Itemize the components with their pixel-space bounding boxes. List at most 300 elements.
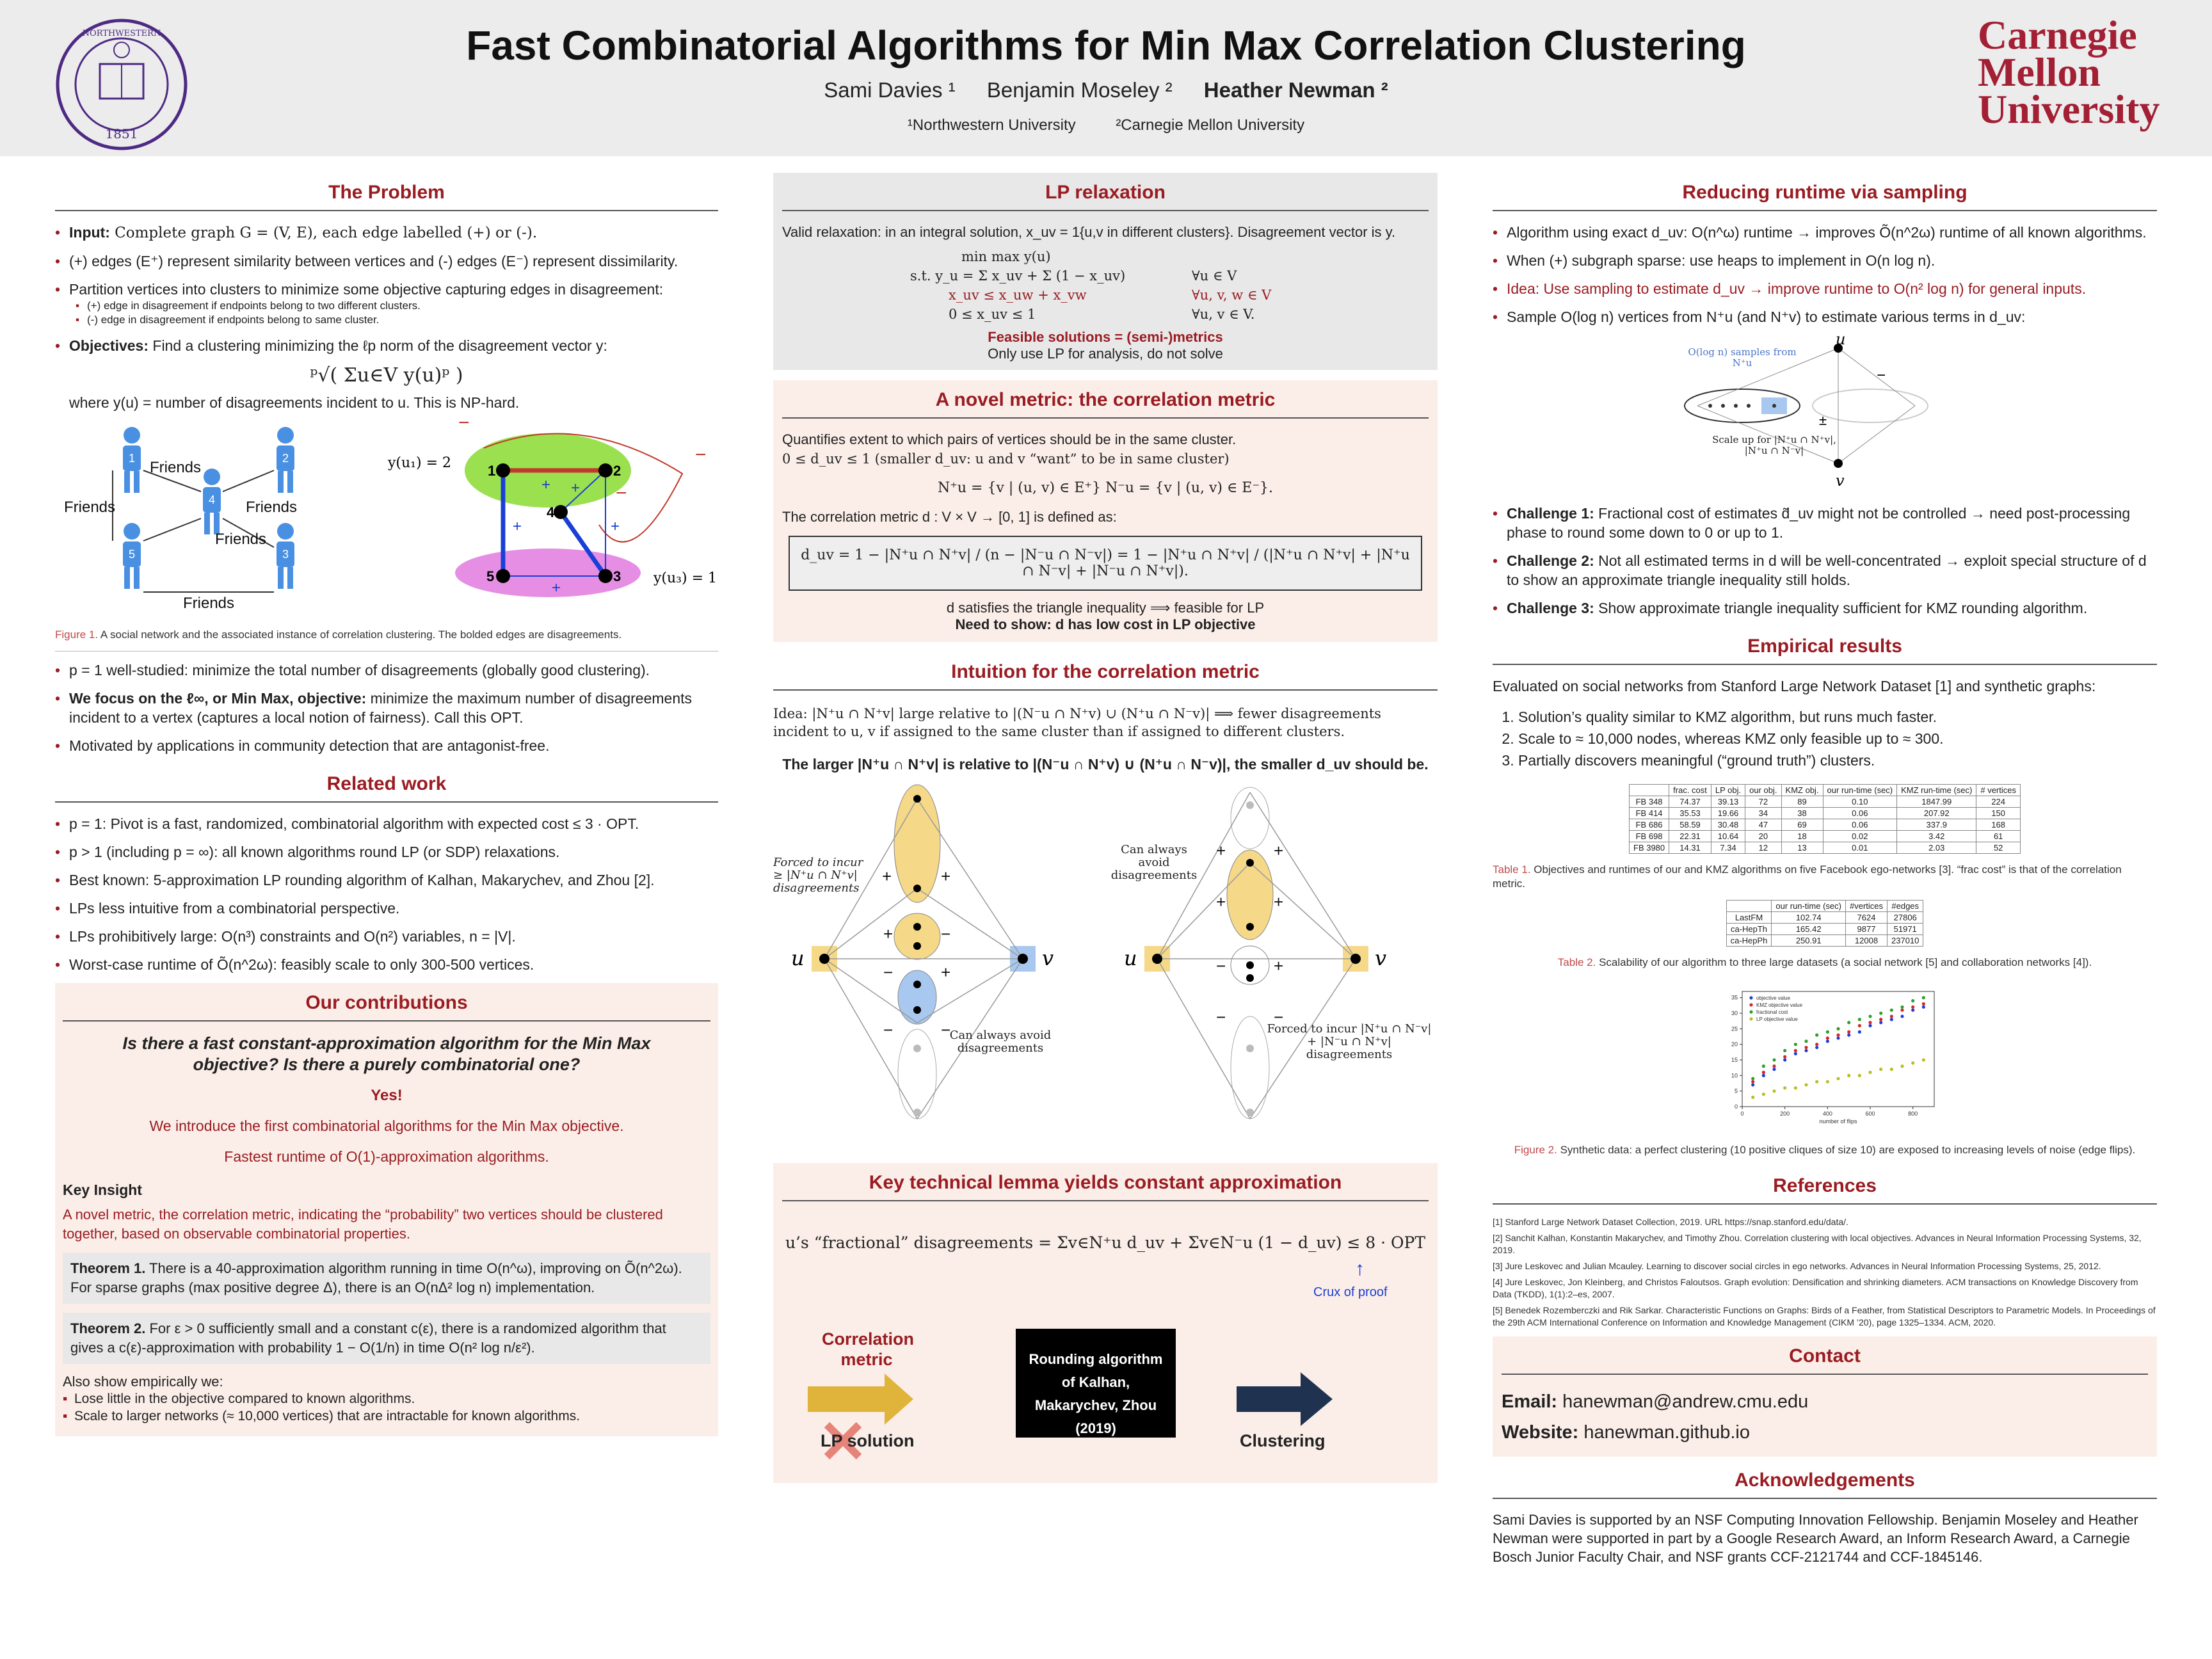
- contributions-first: We introduce the first combinatorial algorithms for the Min Max objective.: [149, 1118, 624, 1134]
- table-cell: 35.53: [1669, 808, 1711, 819]
- friends-label-4: Friends: [215, 531, 267, 548]
- table-cell: 30.48: [1711, 819, 1745, 831]
- table-2-caption-label: Table 2.: [1557, 956, 1596, 968]
- data-point: [1794, 1052, 1797, 1055]
- data-point: [1868, 1024, 1871, 1027]
- svg-text:NORTHWESTERN: NORTHWESTERN: [82, 29, 161, 38]
- challenge-3-label: Challenge 3:: [1507, 600, 1594, 616]
- table-cell: 0.06: [1823, 819, 1897, 831]
- intuition-diagrams: [773, 780, 1438, 1138]
- data-point: [1879, 1021, 1882, 1024]
- objectives-text: Find a clustering minimizing the ℓp norm of the disagreement vector y:: [148, 337, 607, 354]
- table-1-caption-text: Objectives and runtimes of our and KMZ algorithms on five Facebook ego-networks [3]. “frac cost” is that of the correlation metric.: [1493, 863, 2122, 890]
- challenge-2-label: Challenge 2:: [1507, 552, 1594, 569]
- key-insight-text: A novel metric, the correlation metric, indicating the “probability” two vertices should be clustered together, based on observable combinatorial properties.: [63, 1206, 663, 1242]
- table-1-header: KMZ obj.: [1781, 785, 1823, 796]
- table-cell: 52: [1976, 842, 2021, 854]
- intuition-diagram-right: [1106, 787, 1432, 1119]
- table-row: [1726, 924, 1923, 935]
- table-2-caption: [1493, 956, 2157, 970]
- table-cell: 3.42: [1897, 831, 1976, 842]
- friends-label-1: Friends: [150, 459, 202, 476]
- input-label: Input:: [69, 224, 110, 241]
- cmu-logo-line-3: University: [1978, 86, 2160, 132]
- legend-label: fractional cost: [1756, 1009, 1788, 1015]
- reference-4: [4] Jure Leskovec, Jon Kleinberg, and Christos Faloutsos. Graph evolution: Densification and shrinking diameters. ACM transactions on Knowledge Discovery from Data (TKDD), 1(1):2–es, 2007.: [1493, 1277, 2138, 1299]
- table-cell: 12008: [1845, 935, 1887, 947]
- table-cell: 61: [1976, 831, 2021, 842]
- legend-label: LP objective value: [1756, 1016, 1798, 1022]
- data-point: [1794, 1043, 1797, 1046]
- input-text: Complete graph G = (V, E), each edge labelled (+) or (-).: [109, 225, 538, 241]
- related-item-1: • p = 1: Pivot is a fast, randomized, combinatorial algorithm with expected cost ≤ 3 · OPT.: [55, 814, 718, 833]
- table-2-header-row: [1726, 901, 1923, 912]
- contact-email-link[interactable]: hanewman@andrew.cmu.edu: [1562, 1391, 1809, 1412]
- reference-5: [5] Benedek Rozemberczki and Rik Sarkar. Characteristic Functions on Graphs: Birds of a Feather, from Statistical Descriptors to Parametric Models. In Proceedings of the 29th ACM International Conference on Information and Knowledge Management (CIKM ’20), page 1325–1334. ACM, 2020.: [1493, 1305, 2156, 1327]
- section-title-metric: A novel metric: the correlation metric: [782, 380, 1429, 419]
- lp-box: [773, 173, 1438, 370]
- metric-box: [773, 380, 1438, 642]
- data-point: [1815, 1034, 1818, 1037]
- metric-satisfies: d satisfies the triangle inequality ⟹ feasible for LP: [946, 600, 1265, 616]
- data-point: [1815, 1043, 1818, 1046]
- theorem-2-text: For ε > 0 sufficiently small and a constant c(ε), there is a randomized algorithm that gives a c(ε)-approximation with probability 1 − O(1/n) in time O(n² log n/ε²).: [70, 1320, 666, 1356]
- author-1: Sami Davies ¹: [824, 78, 956, 102]
- svg-text:+: +: [941, 867, 951, 886]
- cc-instance: [387, 416, 717, 597]
- avoid-2-label: Can always avoid disagreements: [1110, 844, 1198, 882]
- sampling-item-1: • Algorithm using exact d_uv: O(n^ω) runtime → improves Õ(n^2ω) runtime of all known algorithms.: [1493, 223, 2157, 242]
- section-title-contact: Contact: [1502, 1336, 2148, 1375]
- table-row: [1630, 819, 2021, 831]
- acknowledgements-text: Sami Davies is supported by an NSF Computing Innovation Fellowship. Benjamin Moseley and Heather Newman were supported in part by a Google Research Award, an Inform Research Award, a Carnegie Bosch Junior Faculty Chair, and NSF grants CCF-2121744 and CCF-1845146.: [1493, 1512, 2138, 1565]
- intuition-u-left: u: [791, 946, 805, 970]
- lp-constraint-1-range: ∀u ∈ V: [1192, 268, 1237, 284]
- x-tick-label: 0: [1740, 1110, 1744, 1117]
- table-cell: 165.42: [1772, 924, 1846, 935]
- contributions-fastest: Fastest runtime of O(1)-approximation algorithms.: [224, 1148, 549, 1165]
- empirical-item-3: 3. Partially discovers meaningful (“ground truth”) clusters.: [1518, 749, 2157, 771]
- lemma-formula: u’s “fractional” disagreements = Σv∈N⁺u d_uv + Σv∈N⁻u (1 − d_uv) ≤ 8 · OPT: [785, 1233, 1426, 1252]
- data-point: [1879, 1068, 1882, 1071]
- challenge-1-text: Fractional cost of estimates d̃_uv might not be controlled → need post-processing phase to round some down to 0 or up to 1.: [1507, 505, 2131, 541]
- bullet-edges: • (+) edges (E⁺) represent similarity between vertices and (-) edges (E⁻) represent dissimilarity.: [55, 252, 718, 271]
- intuition-v-right: v: [1375, 946, 1387, 970]
- table-1-header: [1630, 785, 1669, 796]
- table-cell: ca-HepPh: [1726, 935, 1772, 947]
- svg-text:+: +: [571, 479, 581, 497]
- svg-text:+: +: [513, 518, 522, 535]
- data-point: [1762, 1093, 1765, 1096]
- lp-program: [910, 247, 1429, 324]
- table-2-header: our run-time (sec): [1772, 901, 1846, 912]
- svg-text:4: 4: [208, 493, 216, 506]
- friend-labels: [64, 459, 297, 612]
- data-point: [1836, 1027, 1839, 1030]
- data-point: [1868, 1014, 1871, 1018]
- svg-text:1: 1: [128, 452, 136, 465]
- challenge-1: [1493, 504, 2157, 542]
- data-point: [1890, 1068, 1893, 1071]
- contact-website-link[interactable]: hanewman.github.io: [1583, 1422, 1750, 1443]
- theorem-1: [63, 1253, 710, 1304]
- poster-title: Fast Combinatorial Algorithms for Min Max Correlation Clustering: [466, 22, 1746, 68]
- table-cell: 237010: [1887, 935, 1923, 947]
- svg-text:±: ±: [1819, 412, 1827, 428]
- table-row: [1726, 912, 1923, 924]
- data-point: [1751, 1077, 1754, 1080]
- table-cell: 337.9: [1897, 819, 1976, 831]
- also-show: Also show empirically we:: [63, 1374, 223, 1390]
- table-2-header: #vertices: [1845, 901, 1887, 912]
- data-point: [1783, 1049, 1786, 1052]
- y-tick-label: 0: [1734, 1103, 1738, 1110]
- table-1-caption-label: Table 1.: [1493, 863, 1531, 876]
- data-point: [1751, 1080, 1754, 1083]
- cmu-logo-line-2: Mellon: [1978, 49, 2101, 95]
- y-tick-label: 5: [1734, 1087, 1738, 1094]
- table-cell: 0.06: [1823, 808, 1897, 819]
- svg-text:−: −: [695, 444, 707, 465]
- lp-constraint-2-range: ∀u, v, w ∈ V: [1192, 287, 1272, 303]
- affiliation-2: ²Carnegie Mellon University: [1116, 116, 1305, 134]
- section-title-acknowledgements: Acknowledgements: [1493, 1461, 2157, 1499]
- bullet-focus: [55, 689, 718, 727]
- friends-label-5: Friends: [183, 595, 235, 612]
- table-1-header-row: [1630, 785, 2021, 796]
- figure-2-caption: [1493, 1143, 2157, 1157]
- table-cell: 207.92: [1897, 808, 1976, 819]
- lp-constraint-1-text: s.t. y_u = Σ x_uv + Σ (1 − x_uv): [910, 268, 1126, 284]
- intuition-larger: The larger |N⁺u ∩ N⁺v| is relative to |(N⁻u ∩ N⁺v) ∪ (N⁺u ∩ N⁻v)|, the smaller d_uv should be.: [782, 756, 1429, 773]
- table-2-caption-text: Scalability of our algorithm to three large datasets (a social network [5] and collaboration networks [4]).: [1596, 956, 2092, 968]
- sampling-diagram: [1493, 335, 2157, 495]
- table-2-header: #edges: [1887, 901, 1923, 912]
- norm-formula: ᵖ√( Σu∈V y(u)ᵖ ): [310, 364, 463, 387]
- section-title-references: References: [1493, 1166, 2157, 1205]
- table-cell: 0.10: [1823, 796, 1897, 808]
- table-row: [1630, 796, 2021, 808]
- svg-text:−: −: [458, 416, 470, 433]
- table-1-header: LP obj.: [1711, 785, 1745, 796]
- table-cell: 38: [1781, 808, 1823, 819]
- column-left: [55, 173, 718, 1436]
- lp-constraint-2: [910, 285, 1429, 305]
- table-2-header: [1726, 901, 1772, 912]
- related-item-6: • Worst-case runtime of Õ(n^2ω): feasibly scale to only 300-500 vertices.: [55, 955, 718, 974]
- svg-text:−: −: [883, 963, 894, 982]
- svg-text:+: +: [1274, 892, 1284, 911]
- table-cell: 150: [1976, 808, 2021, 819]
- data-point: [1922, 1058, 1925, 1061]
- data-point: [1815, 1046, 1818, 1049]
- svg-text:+: +: [883, 924, 894, 943]
- section-title-lemma: Key technical lemma yields constant approximation: [782, 1163, 1429, 1201]
- svg-text:−: −: [1877, 367, 1886, 384]
- table-cell: 102.74: [1772, 912, 1846, 924]
- data-point: [1826, 1080, 1829, 1083]
- section-title-lp: LP relaxation: [782, 173, 1429, 211]
- data-point: [1922, 1006, 1925, 1009]
- table-cell: 7.34: [1711, 842, 1745, 854]
- data-point: [1804, 1083, 1807, 1086]
- svg-text:−: −: [941, 924, 951, 943]
- data-point: [1815, 1080, 1818, 1083]
- crux-label: Crux of proof: [1313, 1285, 1388, 1299]
- references-list: [1493, 1216, 2157, 1329]
- table-cell: 89: [1781, 796, 1823, 808]
- data-point: [1794, 1086, 1797, 1089]
- table-cell: LastFM: [1726, 912, 1772, 924]
- related-item-3: • Best known: 5-approximation LP rounding algorithm of Kalhan, Makarychev, and Zhou [2].: [55, 870, 718, 890]
- figure-1-social-network: [55, 416, 718, 621]
- affiliations: [0, 116, 2212, 134]
- table-row: [1630, 831, 2021, 842]
- chart-plot-area: [1742, 991, 1934, 1107]
- data-point: [1858, 1024, 1861, 1027]
- table-cell: FB 698: [1630, 831, 1669, 842]
- where-text: where y(u) = number of disagreements incident to u. This is NP-hard.: [69, 394, 520, 411]
- cmu-logo: [1978, 12, 2160, 132]
- table-cell: 224: [1976, 796, 2021, 808]
- theorem-2: [63, 1313, 710, 1364]
- table-cell: 250.91: [1772, 935, 1846, 947]
- data-point: [1911, 1061, 1914, 1064]
- data-point: [1900, 1009, 1903, 1012]
- legend-marker: [1749, 1003, 1752, 1006]
- data-point: [1762, 1064, 1765, 1068]
- data-point: [1890, 1018, 1893, 1021]
- contributions-question: Is there a fast constant-approximation algorithm for the Min Max objective? Is there a purely combinatorial one?: [122, 1034, 651, 1074]
- also-item-1: ▪ Lose little in the objective compared to known algorithms.: [63, 1390, 710, 1407]
- data-point: [1858, 1030, 1861, 1034]
- theorem-2-label: Theorem 2.: [70, 1320, 146, 1336]
- lp-constraint-2-text: x_uv ≤ x_uw + x_vw: [949, 287, 1087, 303]
- poster-header: [0, 0, 2212, 156]
- contact-email-label: Email:: [1502, 1391, 1558, 1412]
- section-title-problem: The Problem: [55, 173, 718, 211]
- data-point: [1772, 1058, 1775, 1061]
- table-row: [1630, 808, 2021, 819]
- sub-bullet-plus: ▪ (+) edge in disagreement if endpoints belong to two different clusters.: [76, 299, 718, 313]
- table-cell: 27806: [1887, 912, 1923, 924]
- svg-text:+: +: [611, 518, 620, 535]
- bullet-input: [55, 223, 718, 243]
- table-cell: FB 3980: [1630, 842, 1669, 854]
- pipeline-correlation: Correlation metric: [822, 1329, 915, 1369]
- svg-text:2: 2: [282, 452, 289, 465]
- intuition-diagram-left: [773, 785, 1055, 1119]
- svg-text:1851: 1851: [105, 126, 138, 141]
- x-axis-label: number of flips: [1819, 1118, 1857, 1125]
- theorem-1-label: Theorem 1.: [70, 1260, 146, 1276]
- data-point: [1890, 1014, 1893, 1018]
- data-point: [1794, 1049, 1797, 1052]
- table-cell: 168: [1976, 819, 2021, 831]
- arrow-up-icon: ↑: [1355, 1258, 1365, 1279]
- intuition-u-right: u: [1124, 946, 1137, 970]
- table-cell: 72: [1745, 796, 1781, 808]
- forced-2-label: Forced to incur |N⁺u ∩ N⁻v| + |N⁻u ∩ N⁺v| disagreements: [1267, 1023, 1432, 1061]
- diagram-samples-label: O(log n) samples from N⁺u: [1688, 347, 1797, 369]
- table-1-caption: [1493, 863, 2157, 891]
- section-title-related: Related work: [55, 764, 718, 803]
- lp-feasible: Feasible solutions = (semi-)metrics: [988, 329, 1223, 345]
- pipeline-diagram: [782, 1303, 1429, 1463]
- avoid-1-label: Can always avoid disagreements: [949, 1029, 1052, 1055]
- svg-text:2: 2: [613, 463, 621, 479]
- table-1-header: frac. cost: [1669, 785, 1711, 796]
- y-tick-label: 25: [1731, 1025, 1738, 1032]
- bullet-motivated: • Motivated by applications in community detection that are antagonist-free.: [55, 736, 718, 755]
- data-point: [1879, 1011, 1882, 1014]
- data-point: [1751, 1083, 1754, 1086]
- table-cell: 20: [1745, 831, 1781, 842]
- table-cell: ca-HepTh: [1726, 924, 1772, 935]
- column-right: [1493, 173, 2157, 1566]
- contributions-yes: Yes!: [371, 1087, 403, 1104]
- y-tick-label: 20: [1731, 1041, 1738, 1048]
- lp-constraint-3-range: ∀u, v ∈ V.: [1192, 307, 1255, 322]
- contributions-box: [55, 983, 718, 1436]
- data-point: [1836, 1077, 1839, 1080]
- svg-text:5: 5: [128, 548, 136, 561]
- challenge-3-text: Show approximate triangle inequality sufficient for KMZ rounding algorithm.: [1594, 600, 2088, 616]
- data-point: [1890, 1009, 1893, 1012]
- bullet-p1: • p = 1 well-studied: minimize the total number of disagreements (globally good clustering).: [55, 661, 718, 680]
- table-cell: 9877: [1845, 924, 1887, 935]
- x-tick-label: 200: [1780, 1110, 1790, 1117]
- data-point: [1900, 1014, 1903, 1018]
- svg-text:+: +: [1274, 841, 1284, 860]
- table-cell: 34: [1745, 808, 1781, 819]
- also-item-2: ▪ Scale to larger networks (≈ 10,000 vertices) that are intractable for known algorithms.: [63, 1407, 710, 1425]
- key-insight-heading: Key Insight: [63, 1182, 142, 1198]
- figure-2-caption-label: Figure 2.: [1514, 1144, 1557, 1156]
- challenge-1-label: Challenge 1:: [1507, 505, 1594, 522]
- table-2: [1726, 900, 1924, 947]
- data-point: [1772, 1089, 1775, 1093]
- x-tick-label: 600: [1865, 1110, 1875, 1117]
- challenge-2-text: Not all estimated terms in d will be well-concentrated → exploit special structure of d to show an approximate triangle inequality still holds.: [1507, 552, 2147, 588]
- sampling-idea: • Idea: Use sampling to estimate d_uv → improve runtime to O(n² log n) for general inputs.: [1493, 279, 2157, 298]
- metric-line-2: 0 ≤ d_uv ≤ 1 (smaller d_uv: u and v “want” to be in same cluster): [782, 451, 1230, 467]
- svg-text:−: −: [616, 483, 627, 504]
- section-title-contributions: Our contributions: [63, 983, 710, 1022]
- data-point: [1804, 1046, 1807, 1049]
- table-cell: 58.59: [1669, 819, 1711, 831]
- reference-2: [2] Sanchit Kalhan, Konstantin Makarychev, and Timothy Zhou. Correlation clustering with local objectives. Advances in Neural Information Processing Systems, 32, 2019.: [1493, 1233, 2142, 1255]
- data-point: [1900, 1064, 1903, 1068]
- table-cell: 7624: [1845, 912, 1887, 924]
- legend-marker: [1749, 996, 1752, 999]
- y-u3-label: y(u₃) = 1: [653, 570, 717, 586]
- figure-2-caption-text: Synthetic data: a perfect clustering (10 positive cliques of size 10) are exposed to increasing levels of noise (edge flips).: [1557, 1144, 2136, 1156]
- friends-label-3: Friends: [64, 499, 116, 516]
- lp-constraint-3-text: 0 ≤ x_uv ≤ 1: [949, 307, 1036, 322]
- table-1-header: our obj.: [1745, 785, 1781, 796]
- theorem-1-text: There is a 40-approximation algorithm running in time O(n^ω), improving on Õ(n^2ω). For sparse graphs (max positive degree Δ), there is an O(nΔ² log n) implementation.: [70, 1260, 682, 1295]
- crux-annotation: [782, 1258, 1429, 1303]
- forced-1-label: Forced to incur ≥ |N⁺u ∩ N⁺v| disagreements: [773, 856, 863, 895]
- data-point: [1836, 1034, 1839, 1037]
- data-point: [1762, 1071, 1765, 1074]
- sampling-item-2: • When (+) subgraph sparse: use heaps to implement in O(n log n).: [1493, 251, 2157, 270]
- svg-text:4: 4: [547, 504, 555, 520]
- data-point: [1858, 1074, 1861, 1077]
- svg-text:u: u: [1836, 335, 1846, 348]
- data-point: [1762, 1074, 1765, 1077]
- data-point: [1900, 1006, 1903, 1009]
- empirical-item-1: 1. Solution’s quality similar to KMZ algorithm, but runs much faster.: [1518, 706, 2157, 728]
- table-cell: 47: [1745, 819, 1781, 831]
- legend-marker: [1749, 1010, 1752, 1013]
- table-cell: FB 348: [1630, 796, 1669, 808]
- data-point: [1922, 996, 1925, 999]
- y-u1-label: y(u₁) = 2: [388, 455, 451, 471]
- table-1: [1629, 784, 2021, 854]
- svg-text:v: v: [1836, 472, 1845, 490]
- svg-text:+: +: [552, 579, 561, 597]
- section-title-intuition: Intuition for the correlation metric: [773, 652, 1438, 691]
- diagram-scale-label: Scale up for |N⁺u ∩ N⁺v|, |N⁺u ∩ N⁻v|: [1712, 435, 1836, 456]
- pipeline-clustering: Clustering: [1240, 1431, 1326, 1450]
- figure-1-caption-label: Figure 1.: [55, 629, 99, 641]
- challenge-3: [1493, 598, 2157, 618]
- data-point: [1858, 1018, 1861, 1021]
- svg-text:−: −: [1216, 956, 1226, 975]
- metric-line-1: Quantifies extent to which pairs of vertices should be in the same cluster.: [782, 431, 1237, 447]
- figure-2-scatter-chart: [1493, 979, 2157, 1139]
- y-tick-label: 30: [1731, 1010, 1738, 1017]
- table-cell: 51971: [1887, 924, 1923, 935]
- figure-1-caption: [55, 628, 718, 642]
- correlation-metric-formula: d_uv = 1 − |N⁺u ∩ N⁺v| / (n − |N⁻u ∩ N⁻v|) = 1 − |N⁺u ∩ N⁺v| / (|N⁺u ∩ N⁺v| + |N⁺u ∩ N⁻v| + |N⁻u ∩ N⁺v|).: [789, 536, 1422, 591]
- data-point: [1772, 1064, 1775, 1068]
- column-middle: [773, 173, 1438, 1483]
- y-tick-label: 10: [1731, 1072, 1738, 1079]
- table-cell: FB 414: [1630, 808, 1669, 819]
- author-3: Heather Newman ²: [1203, 78, 1388, 102]
- lp-objective: min max y(u): [961, 249, 1051, 264]
- reference-1: [1] Stanford Large Network Dataset Collection, 2019. URL https://snap.stanford.edu/data/.: [1493, 1217, 1848, 1227]
- section-title-empirical: Empirical results: [1493, 627, 2157, 665]
- data-point: [1772, 1068, 1775, 1071]
- lp-constraint-1: [910, 266, 1429, 285]
- data-point: [1783, 1058, 1786, 1061]
- table-cell: 0.02: [1823, 831, 1897, 842]
- figure-1-caption-text: A social network and the associated instance of correlation clustering. The bolded edges are disagreements.: [98, 629, 622, 641]
- table-1-header: our run-time (sec): [1823, 785, 1897, 796]
- intuition-v-left: v: [1042, 946, 1054, 970]
- pipeline-lp-solution: LP solution: [821, 1431, 915, 1450]
- objectives-label: Objectives:: [69, 337, 148, 354]
- focus-text: minimize the maximum number of disagreements incident to a vertex (captures a local notion of fairness). Call this OPT.: [69, 690, 693, 726]
- table-cell: 18: [1781, 831, 1823, 842]
- sub-bullet-minus: ▪ (-) edge in disagreement if endpoints belong to same cluster.: [76, 313, 718, 327]
- lp-constraint-3: [910, 305, 1429, 324]
- data-point: [1868, 1071, 1871, 1074]
- data-point: [1922, 1002, 1925, 1006]
- pipeline-rounding-box: Rounding algorithm of Kalhan, Makarychev, Zhou (2019): [1016, 1329, 1176, 1438]
- data-point: [1911, 1009, 1914, 1012]
- table-cell: 74.37: [1669, 796, 1711, 808]
- bullet-partition: [55, 280, 718, 327]
- table-cell: 10.64: [1711, 831, 1745, 842]
- contact-email: [1502, 1386, 2148, 1417]
- data-point: [1826, 1030, 1829, 1034]
- related-item-2: • p > 1 (including p = ∞): all known algorithms round LP (or SDP) relaxations.: [55, 842, 718, 862]
